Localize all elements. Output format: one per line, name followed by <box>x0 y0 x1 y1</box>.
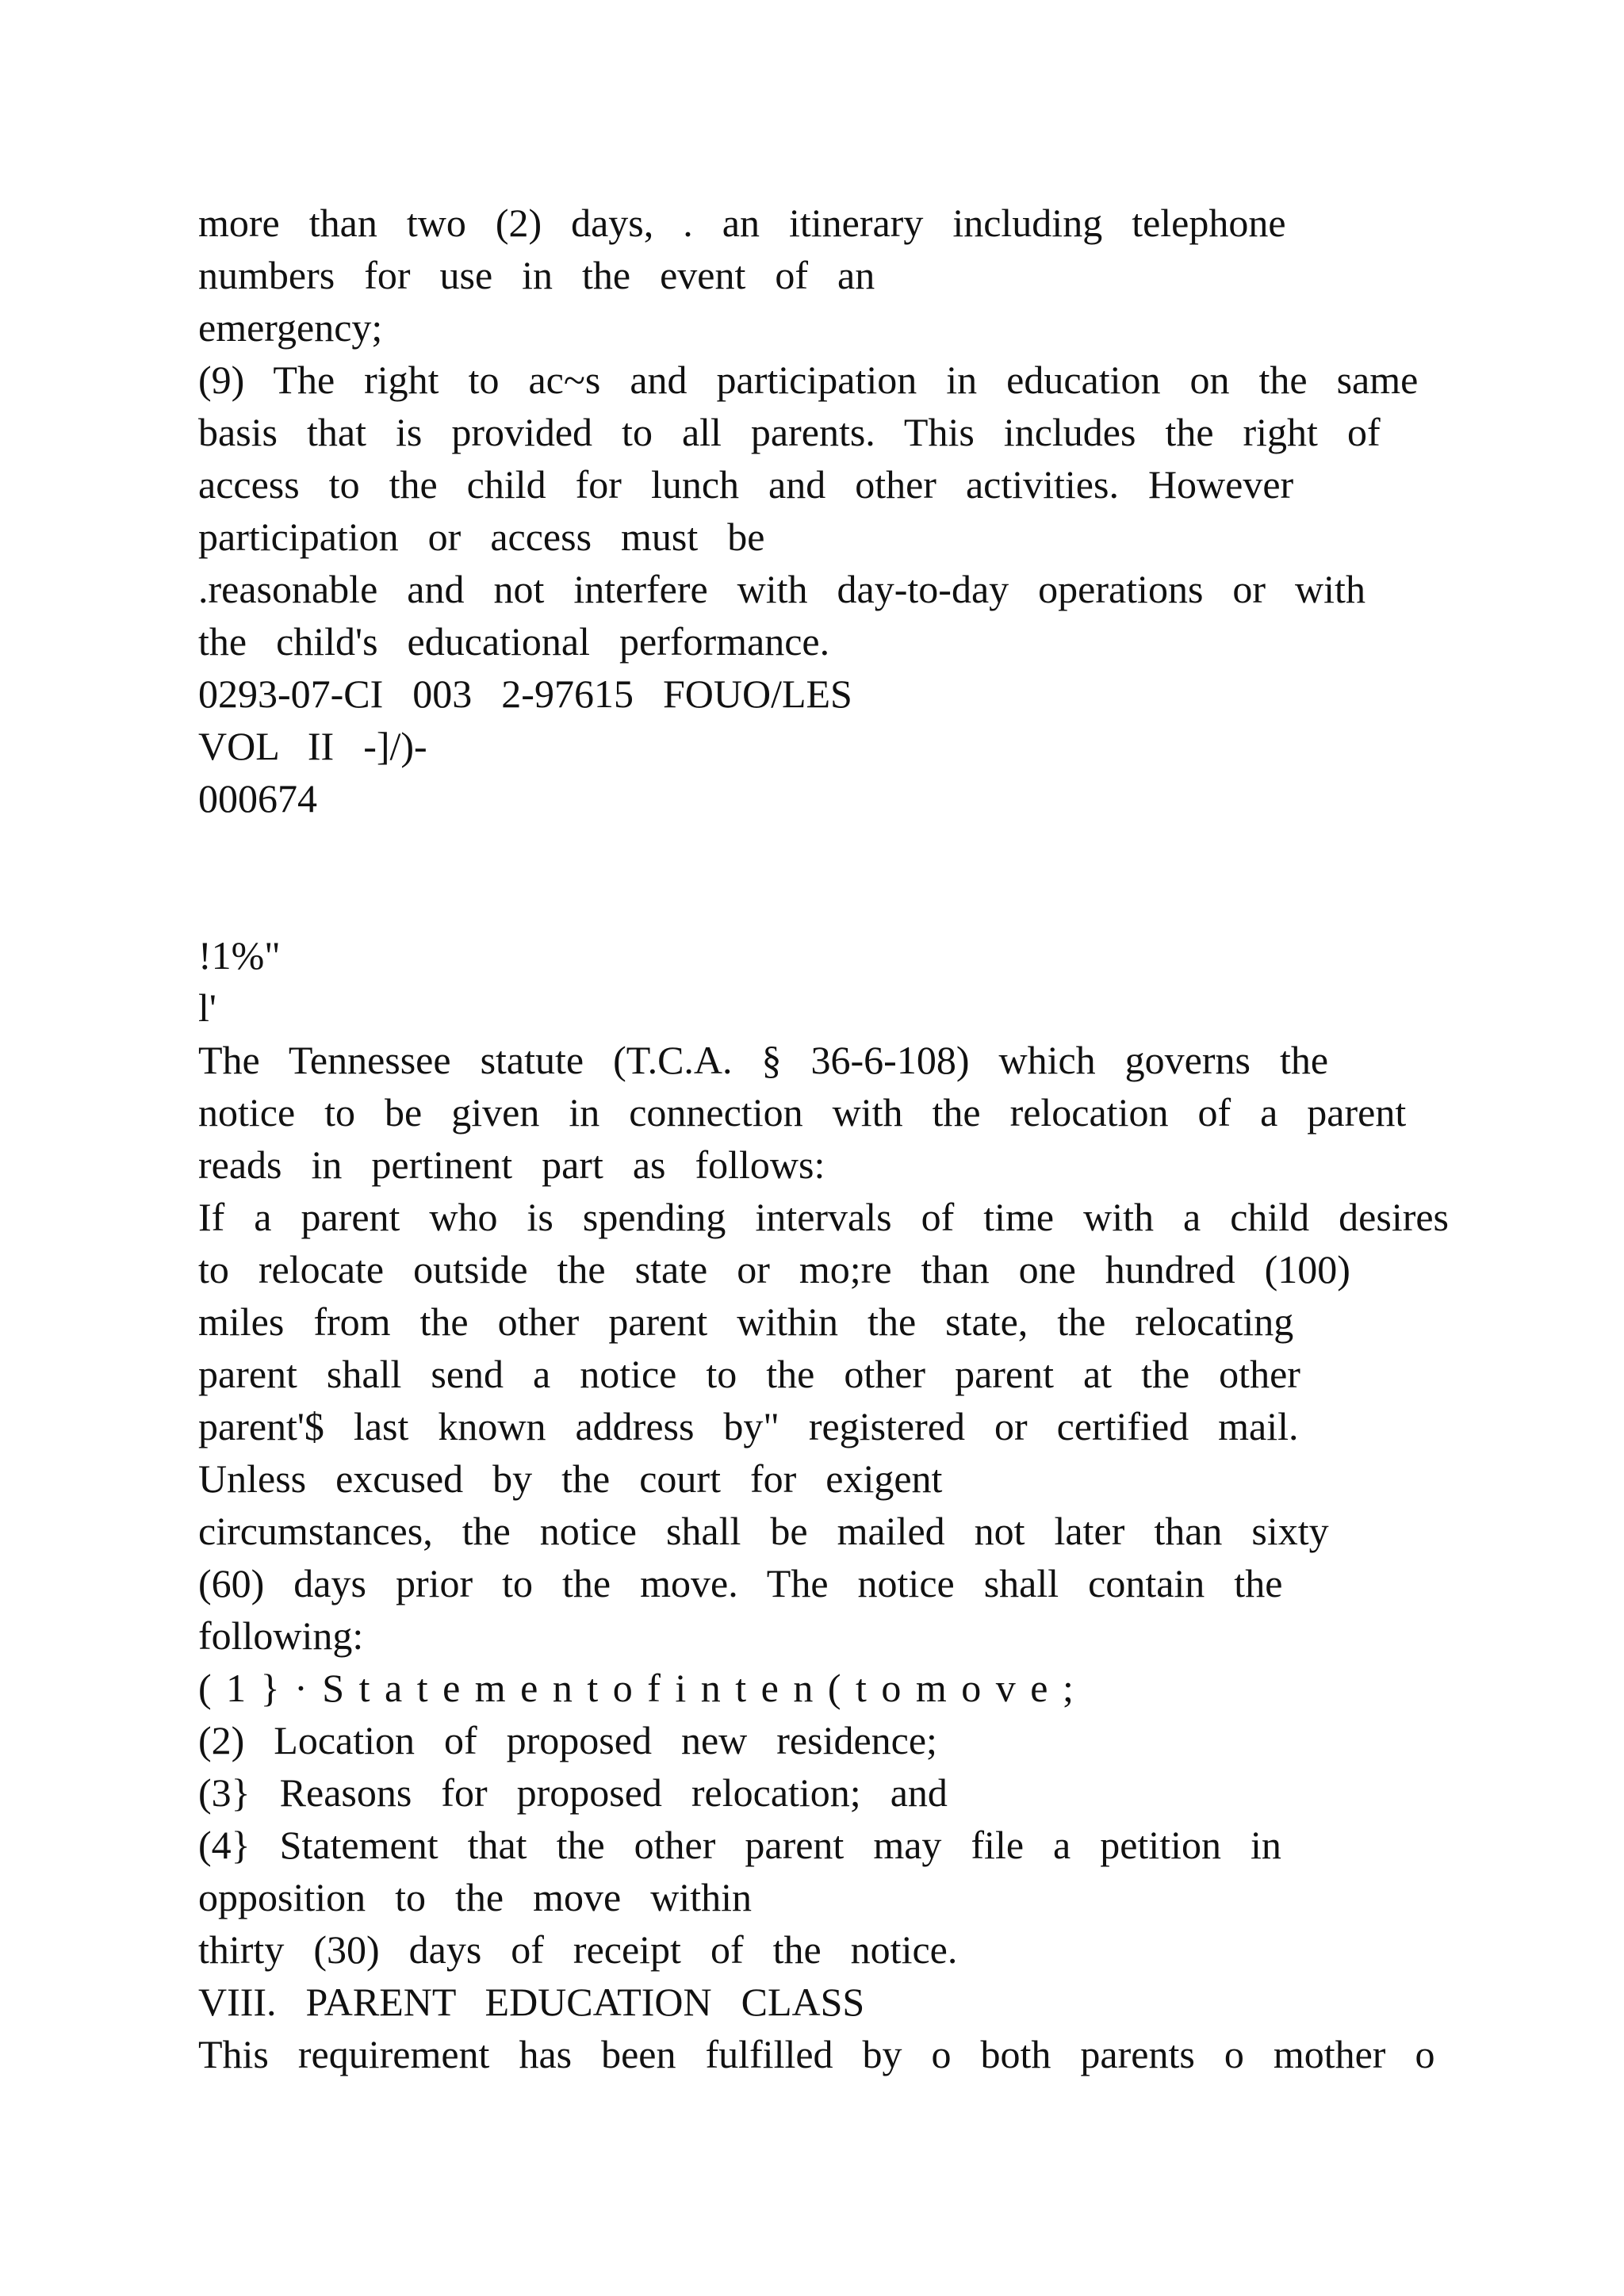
text-line: opposition to the move within <box>198 1875 752 1919</box>
text-line: .reasonable and not interfere with day-to-day operations or with <box>198 567 1365 611</box>
text-line: basis that is provided to all parents. This includes the right of <box>198 410 1381 454</box>
text-line: thirty (30) days of receipt of the notice. <box>198 1927 958 1972</box>
list-item-2: (2) Location of proposed new residence; <box>198 1718 937 1762</box>
text-line: The Tennessee statute (T.C.A. § 36-6-108) which governs the <box>198 1038 1329 1082</box>
text-line: (60) days prior to the move. The notice shall contain the <box>198 1561 1283 1605</box>
list-item-4: (4} Statement that the other parent may file a petition in <box>198 1823 1281 1867</box>
text-line: emergency; <box>198 305 383 350</box>
text-line: (9) The right to ac~s and participation in education on the same <box>198 358 1419 402</box>
text-line: circumstances, the notice shall be mailed not later than sixty <box>198 1509 1329 1553</box>
text-line: more than two (2) days, . an itinerary including telephone <box>198 201 1286 245</box>
text-line: notice to be given in connection with the relocation of a parent <box>198 1090 1407 1135</box>
text-line: participation or access must be <box>198 515 765 559</box>
text-line: the child's educational performance. <box>198 619 830 664</box>
document-volume: VOL II -]/)- <box>198 724 427 768</box>
text-line: miles from the other parent within the state, the relocating <box>198 1299 1294 1344</box>
text-line: reads in pertinent part as follows: <box>198 1142 825 1187</box>
blank-gap <box>198 825 1435 877</box>
document-body <box>198 197 1450 2080</box>
document-reference-number: 0293-07-CI 003 2-97615 FOUO/LES <box>198 672 852 716</box>
blank-gap <box>198 877 1435 929</box>
text-line: following: <box>198 1613 364 1658</box>
list-item-1: ( 1 } · S t a t e m e n t o f i n t e n ( t o m o v e ; <box>198 1666 1074 1710</box>
ocr-artifact-line: !1%" <box>198 933 281 978</box>
text-line: to relocate outside the state or mo;re than one hundred (100) <box>198 1247 1350 1292</box>
text-line: This requirement has been fulfilled by o both parents o mother o <box>198 2032 1435 2076</box>
document-page-number: 000674 <box>198 776 317 821</box>
ocr-artifact-line: l' <box>198 985 216 1030</box>
text-line: parent shall send a notice to the other parent at the other <box>198 1352 1300 1396</box>
section-heading: VIII. PARENT EDUCATION CLASS <box>198 1980 865 2024</box>
text-line: If a parent who is spending intervals of time with a child desires <box>198 1195 1450 1239</box>
list-item-3: (3} Reasons for proposed relocation; and <box>198 1770 948 1815</box>
text-line: Unless excused by the court for exigent <box>198 1456 943 1501</box>
text-line: numbers for use in the event of an <box>198 253 875 297</box>
text-line: parent'$ last known address by" registered or certified mail. <box>198 1404 1299 1448</box>
text-line: access to the child for lunch and other activities. However <box>198 462 1294 507</box>
